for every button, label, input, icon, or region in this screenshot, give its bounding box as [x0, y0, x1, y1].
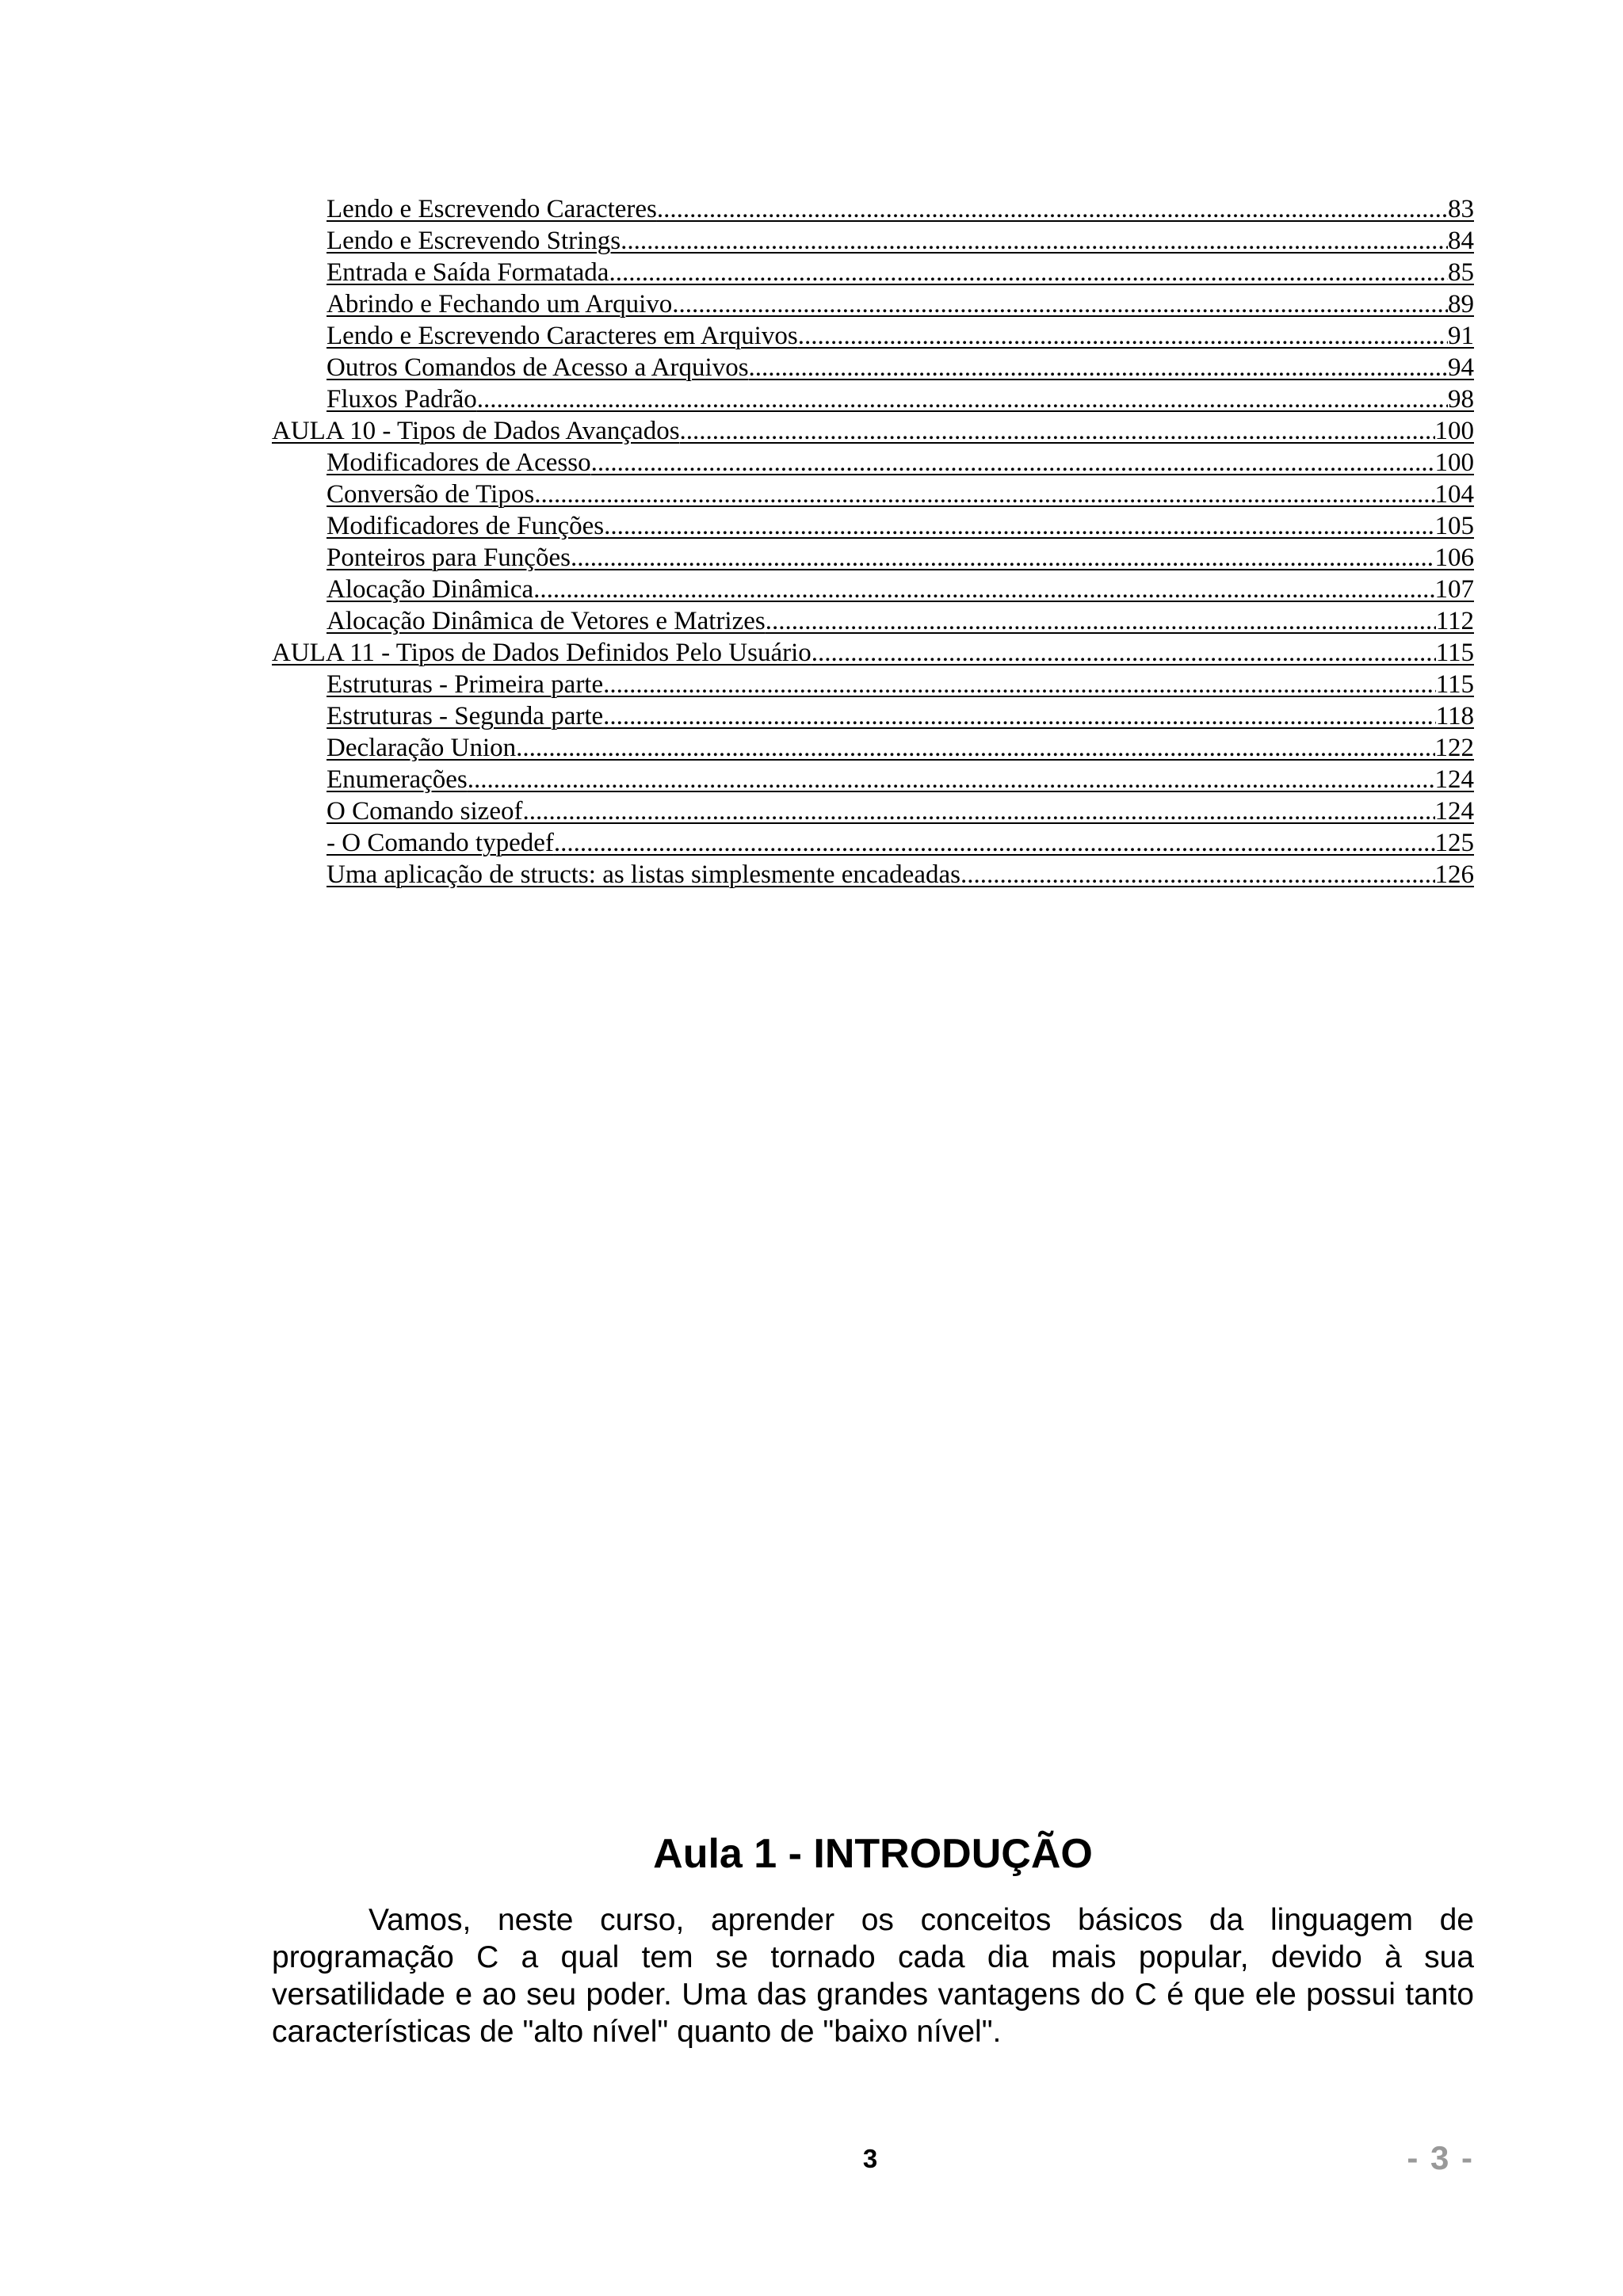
- toc-entry-title: Modificadores de Acesso: [327, 448, 591, 477]
- toc-entry-title: Entrada e Saída Formatada: [327, 258, 609, 287]
- toc-dot-leader: [603, 702, 1436, 731]
- toc-dot-leader: [554, 829, 1435, 858]
- toc-entry-page: 126: [1434, 860, 1474, 889]
- toc-entry-page: 100: [1434, 448, 1474, 477]
- toc-entry-page: 94: [1448, 353, 1474, 382]
- toc-entry[interactable]: [272, 829, 1474, 860]
- toc-entry-title: Lendo e Escrevendo Caracteres: [327, 195, 657, 223]
- toc-entry[interactable]: [272, 860, 1474, 892]
- toc-entry-title: Enumerações: [327, 765, 468, 794]
- toc-entry-title: Uma aplicação de structs: as listas simplesmente encadeadas: [327, 860, 960, 889]
- toc-dot-leader: [591, 448, 1435, 478]
- toc-entry-title: Declaração Union: [327, 734, 517, 762]
- toc-entry-title: Estruturas - Segunda parte: [327, 702, 604, 730]
- toc-dot-leader: [604, 512, 1434, 541]
- toc-dot-leader: [516, 734, 1434, 763]
- toc-entry-page: 124: [1434, 765, 1474, 794]
- toc-entry-page: 115: [1435, 639, 1474, 667]
- toc-entry-page: 107: [1434, 575, 1474, 604]
- toc-entry[interactable]: [272, 575, 1474, 607]
- toc-entry[interactable]: [272, 543, 1474, 575]
- toc-entry-title: Alocação Dinâmica: [327, 575, 534, 604]
- toc-entry[interactable]: [272, 670, 1474, 702]
- toc-dot-leader: [621, 227, 1448, 256]
- toc-dot-leader: [798, 322, 1448, 351]
- toc-entry-title: - O Comando typedef: [327, 829, 554, 857]
- toc-dot-leader: [680, 417, 1435, 446]
- toc-dot-leader: [603, 670, 1436, 700]
- toc-entry[interactable]: [272, 290, 1474, 322]
- page-number: 3: [862, 2144, 878, 2173]
- toc-dot-leader: [477, 385, 1448, 414]
- toc-dot-leader: [749, 353, 1448, 383]
- toc-entry[interactable]: [272, 607, 1474, 639]
- toc-entry-title: AULA 10 - Tipos de Dados Avançados: [272, 417, 680, 445]
- toc-entry-page: 125: [1434, 829, 1474, 857]
- toc-entry[interactable]: [272, 227, 1474, 258]
- toc-entry-title: Alocação Dinâmica de Vetores e Matrizes: [327, 607, 766, 635]
- toc-entry-title: O Comando sizeof: [327, 797, 523, 826]
- toc-entry-title: Lendo e Escrevendo Caracteres em Arquivos: [327, 322, 798, 350]
- toc-entry-page: 112: [1435, 607, 1474, 635]
- toc-entry-title: Outros Comandos de Acesso a Arquivos: [327, 353, 749, 382]
- toc-dot-leader: [468, 765, 1435, 795]
- toc-entry[interactable]: [272, 480, 1474, 512]
- toc-entry[interactable]: [272, 322, 1474, 353]
- toc-dot-leader: [960, 860, 1435, 890]
- toc-entry[interactable]: [272, 385, 1474, 417]
- toc-entry[interactable]: [272, 448, 1474, 480]
- toc-entry[interactable]: [272, 797, 1474, 829]
- toc-entry-page: 85: [1448, 258, 1474, 287]
- toc-entry-page: 89: [1448, 290, 1474, 318]
- toc-entry-page: 84: [1448, 227, 1474, 255]
- toc-entry-page: 115: [1435, 670, 1474, 699]
- toc-entry-page: 104: [1434, 480, 1474, 509]
- page-number-decorated: - 3 -: [1407, 2139, 1474, 2176]
- table-of-contents: [272, 195, 1474, 892]
- toc-entry[interactable]: [272, 734, 1474, 765]
- toc-entry-title: Abrindo e Fechando um Arquivo: [327, 290, 673, 318]
- toc-chapter-entry[interactable]: [272, 639, 1474, 670]
- toc-entry-page: 98: [1448, 385, 1474, 414]
- toc-chapter-entry[interactable]: [272, 417, 1474, 448]
- toc-dot-leader: [533, 575, 1434, 605]
- toc-dot-leader: [522, 797, 1434, 826]
- toc-entry[interactable]: [272, 765, 1474, 797]
- toc-entry-page: 100: [1434, 417, 1474, 445]
- toc-dot-leader: [534, 480, 1434, 509]
- toc-entry-title: Lendo e Escrevendo Strings: [327, 227, 621, 255]
- toc-entry-title: Modificadores de Funções: [327, 512, 605, 540]
- toc-entry[interactable]: [272, 353, 1474, 385]
- toc-dot-leader: [812, 639, 1436, 668]
- toc-dot-leader: [609, 258, 1448, 288]
- toc-dot-leader: [672, 290, 1448, 319]
- toc-entry[interactable]: [272, 702, 1474, 734]
- toc-entry-title: Fluxos Padrão: [327, 385, 477, 414]
- toc-entry-page: 83: [1448, 195, 1474, 223]
- toc-entry[interactable]: [272, 195, 1474, 227]
- toc-entry-title: Estruturas - Primeira parte: [327, 670, 604, 699]
- toc-entry-title: Ponteiros para Funções: [327, 543, 571, 572]
- chapter-heading: Aula 1 - INTRODUÇÃO: [653, 1831, 1093, 1877]
- toc-entry[interactable]: [272, 258, 1474, 290]
- toc-dot-leader: [766, 607, 1436, 636]
- toc-entry-page: 105: [1434, 512, 1474, 540]
- intro-paragraph: Vamos, neste curso, aprender os conceitos básicos da linguagem de programação C a qual tem se tornado cada dia mais popular, devido à sua versatilidade e ao seu poder. Uma das grandes vantagens do C é que ele possui tanto características de "alto nível" quanto de "baixo nível".: [272, 1903, 1474, 2049]
- toc-entry-page: 118: [1435, 702, 1474, 730]
- toc-entry-title: Conversão de Tipos: [327, 480, 535, 509]
- toc-entry-page: 124: [1434, 797, 1474, 826]
- toc-entry-page: 122: [1434, 734, 1474, 762]
- toc-dot-leader: [657, 195, 1448, 224]
- toc-entry-title: AULA 11 - Tipos de Dados Definidos Pelo Usuário: [272, 639, 812, 667]
- toc-entry-page: 91: [1448, 322, 1474, 350]
- toc-entry[interactable]: [272, 512, 1474, 543]
- toc-entry-page: 106: [1434, 543, 1474, 572]
- toc-dot-leader: [571, 543, 1435, 573]
